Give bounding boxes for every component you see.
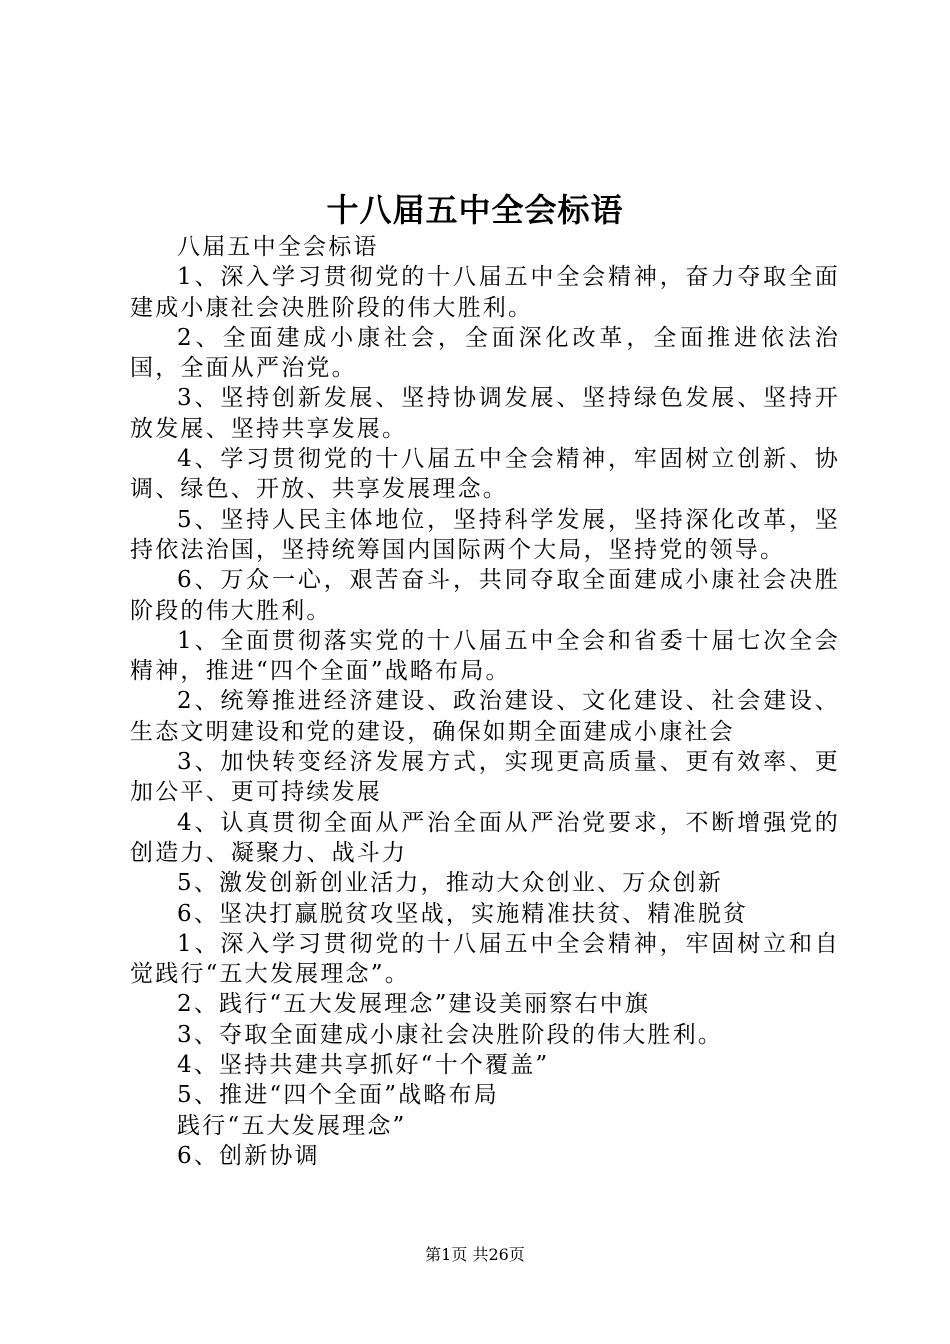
- paragraph: 5、激发创新创业活力，推动大众创业、万众创新: [177, 870, 724, 897]
- paragraph: 1、深入学习贯彻党的十八届五中全会精神，奋力夺取全面建成小康社会决胜阶段的伟大胜利。: [130, 264, 840, 321]
- paragraph: 4、坚持共建共享抓好“十个覆盖”: [177, 1052, 550, 1079]
- paragraph: 6、坚决打赢脱贫攻坚战，实施精准扶贫、精准脱贫: [177, 900, 749, 927]
- paragraph: 3、夺取全面建成小康社会决胜阶段的伟大胜利。: [177, 1021, 724, 1048]
- paragraph: 2、统筹推进经济建设、政治建设、文化建设、社会建设、生态文明建设和党的建设，确保如期全面建成小康社会: [130, 688, 840, 745]
- paragraph: 5、推进“四个全面”战略布局: [177, 1082, 499, 1109]
- document-title: 十八届五中全会标语: [326, 191, 624, 229]
- paragraph: 6、万众一心，艰苦奋斗，共同夺取全面建成小康社会决胜阶段的伟大胜利。: [130, 567, 840, 624]
- paragraph: 3、加快转变经济发展方式，实现更高质量、更有效率、更加公平、更可持续发展: [130, 749, 840, 806]
- paragraph: 6、创新协调: [177, 1142, 320, 1169]
- page-footer: 第1页 共26页: [425, 1245, 525, 1264]
- paragraph: 1、深入学习贯彻党的十八届五中全会精神，牢固树立和自觉践行“五大发展理念”。: [130, 930, 840, 988]
- paragraph: 3、坚持创新发展、坚持协调发展、坚持绿色发展、坚持开放发展、坚持共享发展。: [130, 385, 840, 442]
- paragraph: 5、坚持人民主体地位，坚持科学发展，坚持深化改革，坚持依法治国，坚持统筹国内国际两个大局，坚持党的领导。: [130, 506, 840, 563]
- paragraph: 4、认真贯彻全面从严治全面从严治党要求，不断增强党的创造力、凝聚力、战斗力: [130, 809, 840, 866]
- paragraph: 践行“五大发展理念”: [177, 1112, 407, 1139]
- paragraph: 八届五中全会标语: [177, 234, 379, 260]
- paragraph: 1、全面贯彻落实党的十八届五中全会和省委十届七次全会精神，推进“四个全面”战略布局。: [130, 627, 840, 685]
- paragraph: 2、全面建成小康社会，全面深化改革，全面推进依法治国，全面从严治党。: [130, 324, 840, 382]
- paragraph: 2、践行“五大发展理念”建设美丽察右中旗: [177, 991, 651, 1018]
- paragraph: 4、学习贯彻党的十八届五中全会精神，牢固树立创新、协调、绿色、开放、共享发展理念。: [130, 446, 840, 503]
- document-body: [130, 232, 840, 1171]
